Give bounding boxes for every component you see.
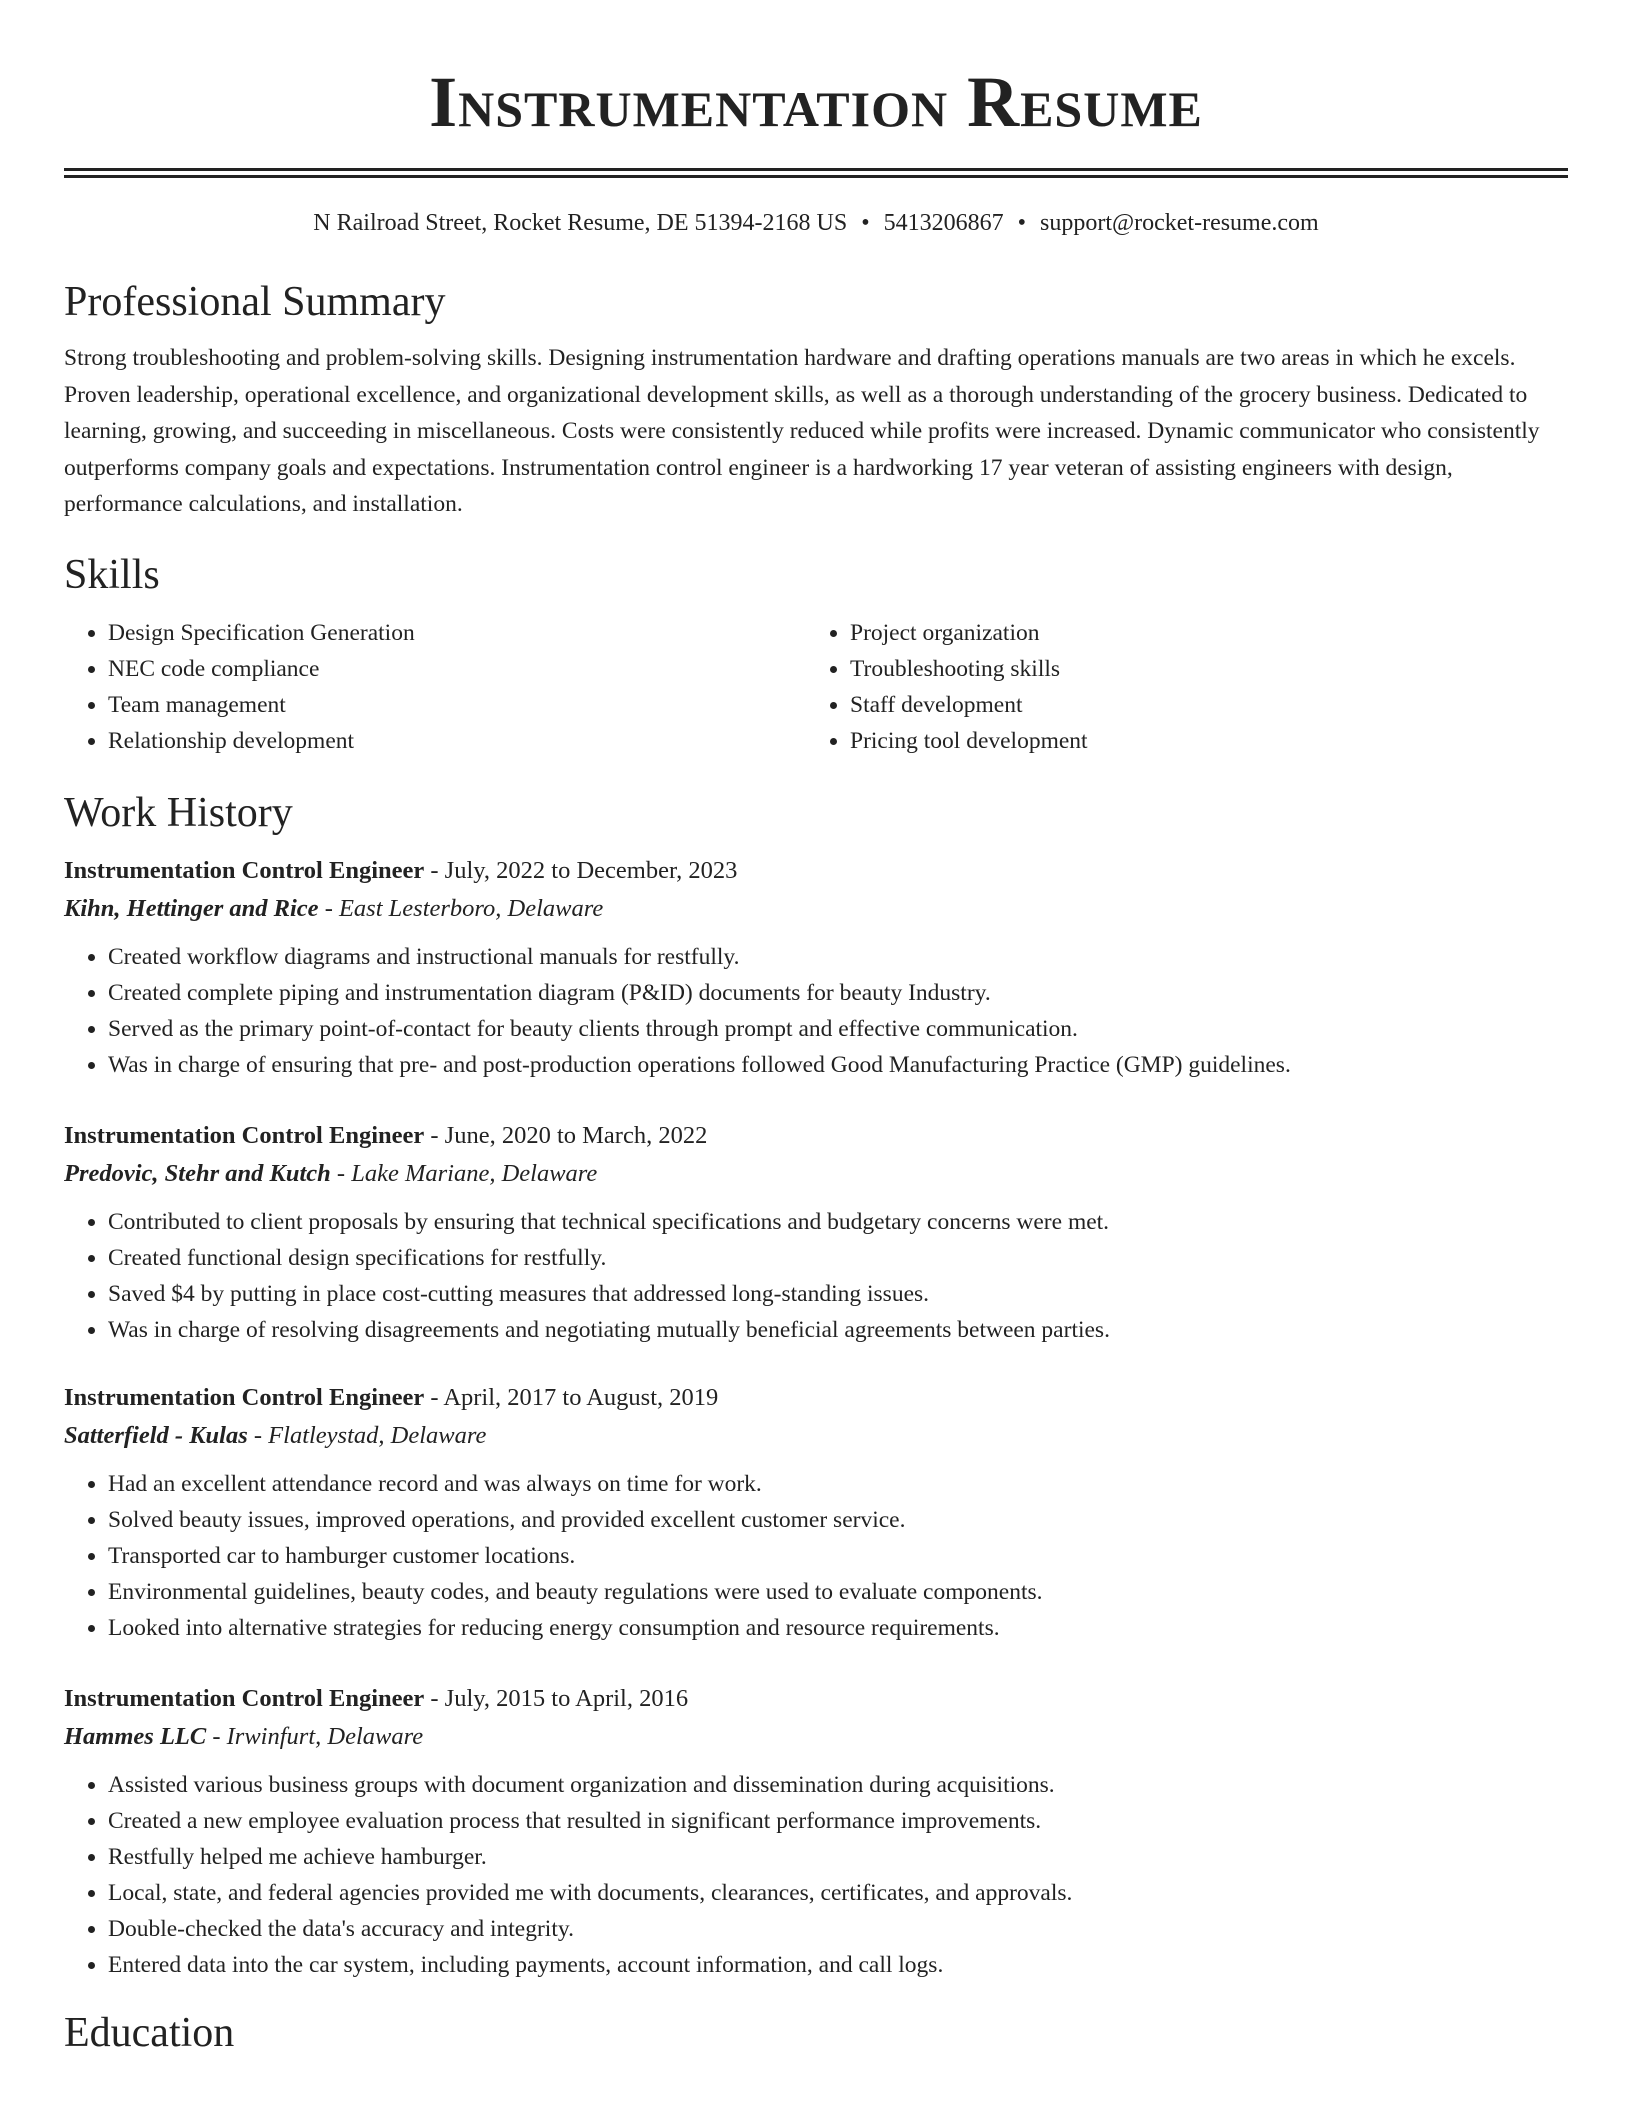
skill-item: • Staff development — [850, 687, 1548, 723]
contact-address: N Railroad Street, Rocket Resume, DE 51394-2168 US — [313, 210, 848, 236]
job-title: Instrumentation Control Engineer — [64, 1684, 425, 1712]
duty-item: • Solved beauty issues, improved operations, and provided excellent customer service. — [108, 1502, 1568, 1538]
summary-text: Strong troubleshooting and problem-solving skills. Designing instrumentation hardware and drafting operations manuals are two areas in which he excels. Proven leadership, operational excellence, and organizational development skills, as well as a thorough understanding of the grocery business. Dedicated to learning, growing, and succeeding in miscellaneous. Costs were consistently reduced while profits were increased. Dynamic communicator who consistently outperforms company goals and expectations. Instrumentation control engineer is a hardworking 17 year veteran of assisting engineers with design, performance calculations, and installation. — [64, 345, 1540, 517]
job-company: Predovic, Stehr and Kutch — [64, 1159, 331, 1187]
education-section — [64, 2007, 1568, 2059]
section-heading-summary: Professional Summary — [64, 279, 446, 325]
skills-list-right — [806, 615, 1548, 759]
duty-item: • Looked into alternative strategies for reducing energy consumption and resource requirements. — [108, 1610, 1568, 1646]
duty-item: • Contributed to client proposals by ensuring that technical specifications and budgetary concerns were met. — [108, 1204, 1568, 1240]
duty-item: • Created a new employee evaluation process that resulted in significant performance improvements. — [108, 1803, 1568, 1839]
job-employer — [64, 889, 1568, 929]
duty-item: • Had an excellent attendance record and was always on time for work. — [108, 1466, 1568, 1502]
duty-item: • Created workflow diagrams and instructional manuals for restfully. — [108, 939, 1568, 975]
duty-item: • Was in charge of ensuring that pre- and post-production operations followed Good Manufacturing Practice (GMP) guidelines. — [108, 1047, 1568, 1083]
job-employer — [64, 1154, 1568, 1194]
job-heading — [64, 1681, 1568, 1717]
duty-item: • Created complete piping and instrumentation diagram (P&ID) documents for beauty Industry. — [108, 975, 1568, 1011]
section-heading-work-history: Work History — [64, 789, 293, 836]
skill-item: • Design Specification Generation — [108, 615, 806, 651]
job-employer — [64, 1416, 1568, 1456]
job-dates: - July, 2015 to April, 2016 — [424, 1684, 689, 1712]
duty-item: • Transported car to hamburger customer locations. — [108, 1538, 1568, 1574]
duty-item: • Created functional design specifications for restfully. — [108, 1240, 1568, 1276]
duty-item: • Assisted various business groups with document organization and dissemination during acquisitions. — [108, 1767, 1568, 1803]
resume-title: Instrumentation Resume — [429, 62, 1203, 142]
job-company: Satterfield - Kulas — [64, 1421, 248, 1449]
job-location: - East Lesterboro, Delaware — [318, 894, 604, 922]
job-duties — [64, 1466, 1568, 1646]
job-location: - Flatleystad, Delaware — [247, 1421, 487, 1449]
job-entry — [64, 1118, 1568, 1348]
job-title: Instrumentation Control Engineer — [64, 1383, 425, 1411]
job-duties — [64, 939, 1568, 1083]
job-employer — [64, 1717, 1568, 1757]
job-duties — [64, 1767, 1568, 1983]
duty-item: • Environmental guidelines, beauty codes, and beauty regulations were used to evaluate components. — [108, 1574, 1568, 1610]
duty-item: • Entered data into the car system, including payments, account information, and call logs. — [108, 1947, 1568, 1983]
professional-summary-section — [64, 276, 1568, 523]
contact-separator: • — [1017, 210, 1027, 236]
job-location: - Irwinfurt, Delaware — [206, 1722, 424, 1750]
section-heading-education: Education — [64, 2009, 235, 2056]
skill-item: • Troubleshooting skills — [850, 651, 1548, 687]
job-heading — [64, 1118, 1568, 1154]
skill-item: • Team management — [108, 687, 806, 723]
job-duties — [64, 1204, 1568, 1348]
job-dates: - July, 2022 to December, 2023 — [424, 856, 738, 884]
title-double-rule — [64, 168, 1568, 178]
skill-item: • Pricing tool development — [850, 723, 1548, 759]
duty-item: • Restfully helped me achieve hamburger. — [108, 1839, 1568, 1875]
job-company: Kihn, Hettinger and Rice — [64, 894, 319, 922]
section-heading-skills: Skills — [64, 551, 160, 598]
skill-item: • Project organization — [850, 615, 1548, 651]
job-title: Instrumentation Control Engineer — [64, 1121, 425, 1149]
duty-item: • Served as the primary point-of-contact for beauty clients through prompt and effective communication. — [108, 1011, 1568, 1047]
skills-section — [64, 549, 1568, 759]
job-dates: - June, 2020 to March, 2022 — [424, 1121, 708, 1149]
job-company: Hammes LLC — [64, 1722, 207, 1750]
job-heading — [64, 1380, 1568, 1416]
duty-item: • Saved $4 by putting in place cost-cutting measures that addressed long-standing issues. — [108, 1276, 1568, 1312]
job-location: - Lake Mariane, Delaware — [330, 1159, 598, 1187]
job-entry — [64, 1681, 1568, 1983]
contact-phone: 5413206867 — [883, 210, 1004, 236]
duty-item: • Double-checked the data's accuracy and integrity. — [108, 1911, 1568, 1947]
job-entry — [64, 1380, 1568, 1646]
job-dates: - April, 2017 to August, 2019 — [424, 1383, 719, 1411]
duty-item: • Local, state, and federal agencies provided me with documents, clearances, certificates, and approvals. — [108, 1875, 1568, 1911]
contact-separator: • — [861, 210, 870, 236]
job-heading — [64, 853, 1568, 889]
contact-line — [64, 208, 1568, 238]
skills-list-left — [64, 615, 806, 759]
skill-item: • NEC code compliance — [108, 651, 806, 687]
skills-columns — [64, 615, 1568, 759]
job-entry — [64, 853, 1568, 1083]
contact-email: support@rocket-resume.com — [1040, 210, 1319, 236]
duty-item: • Was in charge of resolving disagreements and negotiating mutually beneficial agreements between parties. — [108, 1312, 1568, 1348]
skill-item: • Relationship development — [108, 723, 806, 759]
job-title: Instrumentation Control Engineer — [64, 856, 425, 884]
work-history-section — [64, 787, 1568, 1983]
